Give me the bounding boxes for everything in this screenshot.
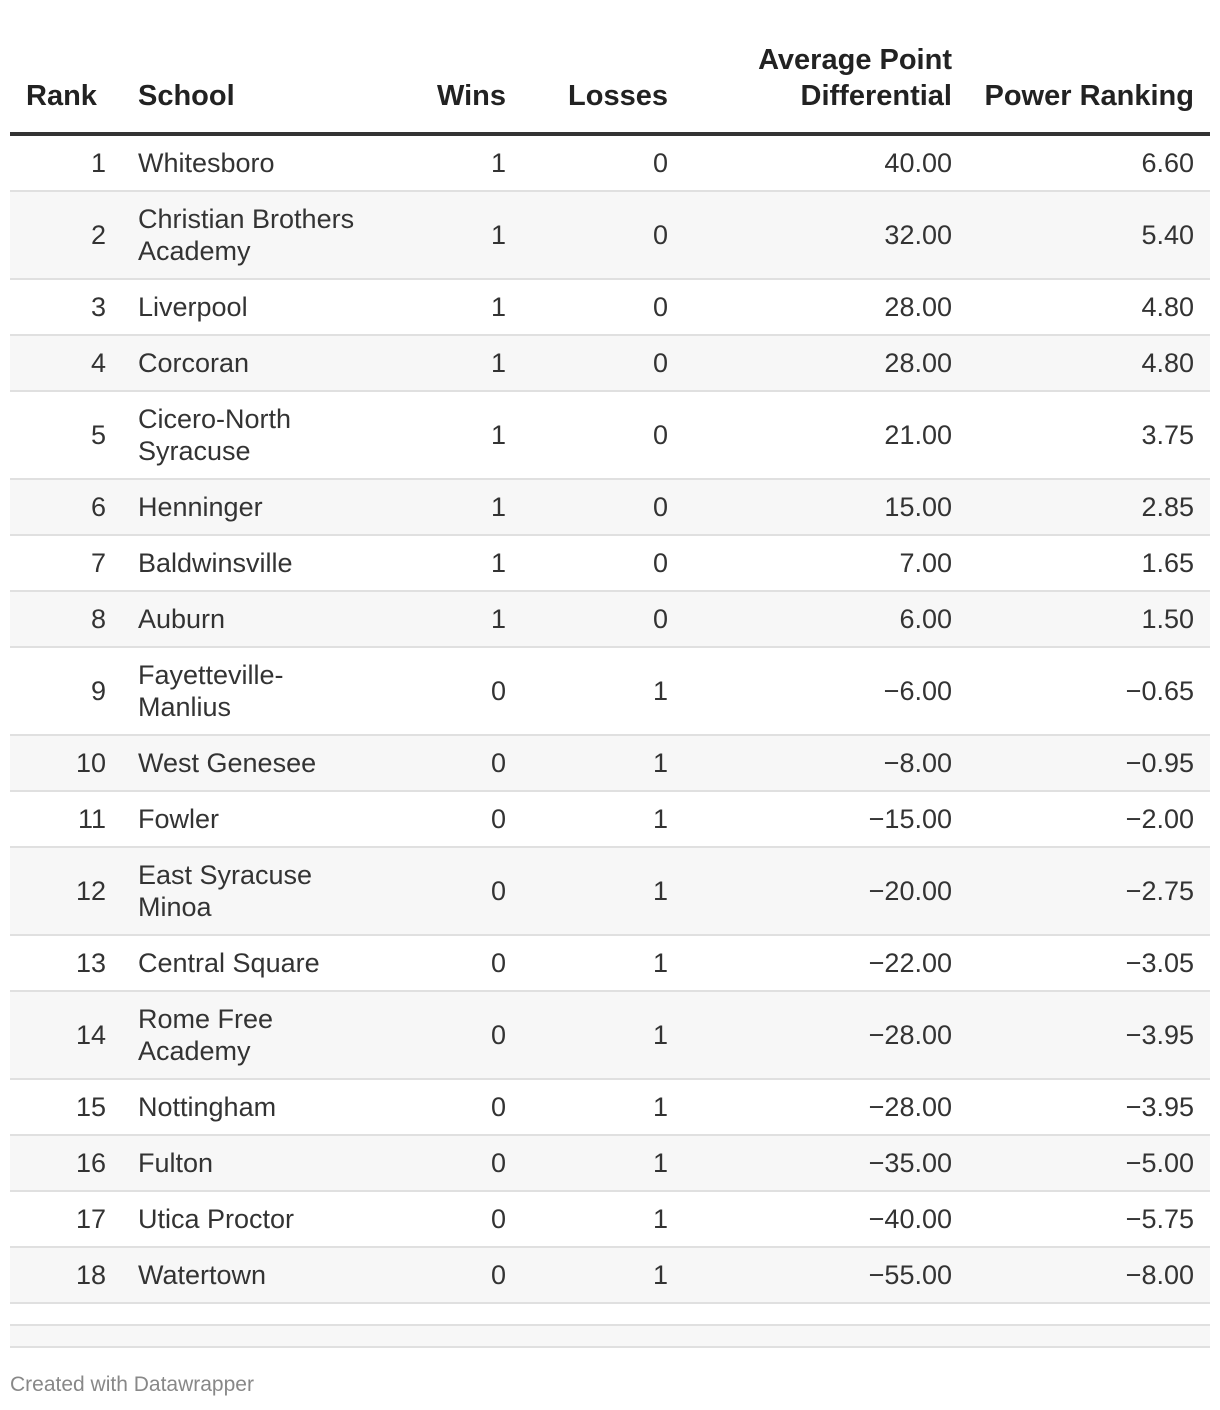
header-row xyxy=(10,0,1210,134)
table-row xyxy=(10,1079,1210,1135)
wins-cell: 0 xyxy=(382,791,522,847)
school-cell: Christian Brothers Academy xyxy=(122,191,382,279)
wins-cell: 0 xyxy=(382,1079,522,1135)
rank-cell: 5 xyxy=(10,391,122,479)
rank-cell: 14 xyxy=(10,991,122,1079)
rank-cell: 4 xyxy=(10,335,122,391)
school-cell: Nottingham xyxy=(122,1079,382,1135)
losses-cell: 1 xyxy=(522,1191,684,1247)
wins-cell: 1 xyxy=(382,134,522,191)
table-row xyxy=(10,591,1210,647)
losses-cell: 0 xyxy=(522,191,684,279)
rank-cell: 3 xyxy=(10,279,122,335)
header-rank[interactable]: Rank xyxy=(10,0,122,134)
power-ranking-cell: −3.05 xyxy=(968,935,1210,991)
losses-cell: 1 xyxy=(522,735,684,791)
school-cell: Henninger xyxy=(122,479,382,535)
header-wins[interactable]: Wins xyxy=(382,0,522,134)
header-school[interactable]: School xyxy=(122,0,382,134)
average-point-differential-cell: −6.00 xyxy=(684,647,968,735)
average-point-differential-cell: 40.00 xyxy=(684,134,968,191)
rank-cell: 1 xyxy=(10,134,122,191)
table-row xyxy=(10,279,1210,335)
rank-cell: 15 xyxy=(10,1079,122,1135)
rank-cell: 7 xyxy=(10,535,122,591)
average-point-differential-cell: −22.00 xyxy=(684,935,968,991)
header-power-ranking[interactable]: Power Ranking xyxy=(968,0,1210,134)
losses-cell: 1 xyxy=(522,791,684,847)
wins-cell: 0 xyxy=(382,1247,522,1303)
table-row xyxy=(10,991,1210,1079)
table-row xyxy=(10,191,1210,279)
losses-cell: 0 xyxy=(522,479,684,535)
power-ranking-cell: 3.75 xyxy=(968,391,1210,479)
power-ranking-cell: 4.80 xyxy=(968,335,1210,391)
header-average-point-differential[interactable]: Average Point Differential xyxy=(684,0,968,134)
power-ranking-cell: 4.80 xyxy=(968,279,1210,335)
rank-cell: 16 xyxy=(10,1135,122,1191)
table-row xyxy=(10,791,1210,847)
average-point-differential-cell: 21.00 xyxy=(684,391,968,479)
school-cell: Rome Free Academy xyxy=(122,991,382,1079)
school-cell: Central Square xyxy=(122,935,382,991)
table-row xyxy=(10,335,1210,391)
rank-cell: 2 xyxy=(10,191,122,279)
table-row xyxy=(10,479,1210,535)
average-point-differential-cell: −20.00 xyxy=(684,847,968,935)
school-cell: Watertown xyxy=(122,1247,382,1303)
school-cell: West Genesee xyxy=(122,735,382,791)
average-point-differential-cell: −28.00 xyxy=(684,1079,968,1135)
average-point-differential-cell: 15.00 xyxy=(684,479,968,535)
power-ranking-cell: −8.00 xyxy=(968,1247,1210,1303)
table-row xyxy=(10,134,1210,191)
rank-cell: 9 xyxy=(10,647,122,735)
header-losses[interactable]: Losses xyxy=(522,0,684,134)
average-point-differential-cell: −55.00 xyxy=(684,1247,968,1303)
wins-cell: 1 xyxy=(382,479,522,535)
losses-cell: 0 xyxy=(522,134,684,191)
losses-cell: 0 xyxy=(522,335,684,391)
average-point-differential-cell: −8.00 xyxy=(684,735,968,791)
losses-cell: 1 xyxy=(522,1247,684,1303)
power-ranking-cell: −5.00 xyxy=(968,1135,1210,1191)
power-ranking-cell: 1.65 xyxy=(968,535,1210,591)
school-cell: Fayetteville-Manlius xyxy=(122,647,382,735)
wins-cell: 0 xyxy=(382,847,522,935)
average-point-differential-cell: −15.00 xyxy=(684,791,968,847)
power-ranking-table xyxy=(10,0,1210,1304)
wins-cell: 1 xyxy=(382,279,522,335)
school-cell: Auburn xyxy=(122,591,382,647)
losses-cell: 1 xyxy=(522,647,684,735)
power-ranking-cell: −0.65 xyxy=(968,647,1210,735)
table-row xyxy=(10,1247,1210,1303)
table-row xyxy=(10,847,1210,935)
rank-cell: 11 xyxy=(10,791,122,847)
losses-cell: 1 xyxy=(522,935,684,991)
losses-cell: 1 xyxy=(522,1135,684,1191)
average-point-differential-cell: 6.00 xyxy=(684,591,968,647)
losses-cell: 0 xyxy=(522,279,684,335)
power-ranking-cell: 6.60 xyxy=(968,134,1210,191)
average-point-differential-cell: −28.00 xyxy=(684,991,968,1079)
table-row xyxy=(10,535,1210,591)
power-ranking-cell: 5.40 xyxy=(968,191,1210,279)
school-cell: Fowler xyxy=(122,791,382,847)
table-container xyxy=(10,0,1210,1348)
power-ranking-cell: 2.85 xyxy=(968,479,1210,535)
losses-cell: 1 xyxy=(522,847,684,935)
wins-cell: 1 xyxy=(382,591,522,647)
losses-cell: 0 xyxy=(522,591,684,647)
table-row xyxy=(10,1135,1210,1191)
wins-cell: 0 xyxy=(382,1135,522,1191)
school-cell: Fulton xyxy=(122,1135,382,1191)
average-point-differential-cell: −40.00 xyxy=(684,1191,968,1247)
power-ranking-cell: 1.50 xyxy=(968,591,1210,647)
table-row xyxy=(10,1191,1210,1247)
empty-row xyxy=(10,1304,1210,1326)
table-row xyxy=(10,935,1210,991)
wins-cell: 1 xyxy=(382,335,522,391)
average-point-differential-cell: 28.00 xyxy=(684,335,968,391)
school-cell: Whitesboro xyxy=(122,134,382,191)
rank-cell: 12 xyxy=(10,847,122,935)
school-cell: Cicero-North Syracuse xyxy=(122,391,382,479)
wins-cell: 0 xyxy=(382,1191,522,1247)
table-body xyxy=(10,134,1210,1303)
table-row xyxy=(10,647,1210,735)
power-ranking-cell: −0.95 xyxy=(968,735,1210,791)
power-ranking-cell: −2.75 xyxy=(968,847,1210,935)
average-point-differential-cell: 28.00 xyxy=(684,279,968,335)
table-row xyxy=(10,735,1210,791)
average-point-differential-cell: 7.00 xyxy=(684,535,968,591)
empty-row xyxy=(10,1326,1210,1348)
school-cell: Corcoran xyxy=(122,335,382,391)
losses-cell: 1 xyxy=(522,1079,684,1135)
school-cell: Baldwinsville xyxy=(122,535,382,591)
school-cell: Liverpool xyxy=(122,279,382,335)
power-ranking-cell: −3.95 xyxy=(968,991,1210,1079)
losses-cell: 1 xyxy=(522,991,684,1079)
rank-cell: 10 xyxy=(10,735,122,791)
average-point-differential-cell: −35.00 xyxy=(684,1135,968,1191)
table-row xyxy=(10,391,1210,479)
wins-cell: 0 xyxy=(382,735,522,791)
rank-cell: 18 xyxy=(10,1247,122,1303)
wins-cell: 1 xyxy=(382,191,522,279)
losses-cell: 0 xyxy=(522,391,684,479)
average-point-differential-cell: 32.00 xyxy=(684,191,968,279)
losses-cell: 0 xyxy=(522,535,684,591)
wins-cell: 0 xyxy=(382,991,522,1079)
school-cell: Utica Proctor xyxy=(122,1191,382,1247)
school-cell: East Syracuse Minoa xyxy=(122,847,382,935)
wins-cell: 1 xyxy=(382,391,522,479)
power-ranking-cell: −2.00 xyxy=(968,791,1210,847)
power-ranking-cell: −5.75 xyxy=(968,1191,1210,1247)
wins-cell: 0 xyxy=(382,935,522,991)
wins-cell: 1 xyxy=(382,535,522,591)
rank-cell: 6 xyxy=(10,479,122,535)
rank-cell: 17 xyxy=(10,1191,122,1247)
power-ranking-cell: −3.95 xyxy=(968,1079,1210,1135)
datawrapper-credit: Created with Datawrapper xyxy=(10,1373,254,1396)
rank-cell: 13 xyxy=(10,935,122,991)
rank-cell: 8 xyxy=(10,591,122,647)
wins-cell: 0 xyxy=(382,647,522,735)
